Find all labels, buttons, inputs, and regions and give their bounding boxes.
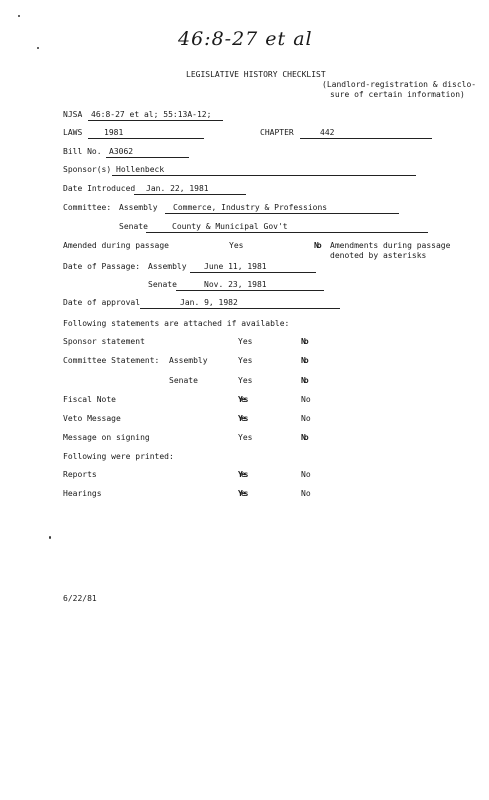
- bill-value: A3062: [106, 147, 189, 158]
- veto-message-label: Veto Message: [63, 414, 121, 423]
- njsa-label: NJSA: [63, 110, 83, 119]
- reports-yes-crossed: Yes: [238, 470, 247, 479]
- committee-statement-senate-no-crossed: No: [301, 376, 307, 385]
- fiscal-note-yes-crossed: Yes: [238, 395, 247, 404]
- hearings-yes-crossed: Yes: [238, 489, 247, 498]
- fiscal-note-label: Fiscal Note: [63, 395, 116, 404]
- committee-assembly-label: Assembly: [119, 203, 158, 212]
- passage-assembly-label: Assembly: [148, 262, 187, 271]
- subtitle-line-2: sure of certain information): [330, 90, 465, 99]
- chapter-value: 442: [300, 128, 432, 139]
- committee-statement-senate-label: Senate: [169, 376, 198, 385]
- amended-note-line-1: Amendments during passage: [330, 241, 451, 250]
- printed-heading: Following were printed:: [63, 452, 174, 461]
- date-of-approval-label: Date of approval: [63, 298, 141, 307]
- scan-speck: [37, 47, 39, 49]
- message-on-signing-label: Message on signing: [63, 433, 150, 442]
- sponsor-statement-yes: Yes: [238, 337, 253, 346]
- committee-label: Committee:: [63, 203, 112, 212]
- passage-senate-value: Nov. 23, 1981: [176, 280, 324, 291]
- reports-no: No: [301, 470, 311, 479]
- sponsor-value: Hollenbeck: [112, 165, 416, 176]
- njsa-value: 46:8-27 et al; 55:13A-12;: [88, 110, 223, 121]
- hearings-label: Hearings: [63, 489, 102, 498]
- message-on-signing-yes: Yes: [238, 433, 253, 442]
- fiscal-note-no: No: [301, 395, 311, 404]
- veto-message-no: No: [301, 414, 311, 423]
- reports-label: Reports: [63, 470, 97, 479]
- passage-senate-label: Senate: [148, 280, 177, 289]
- date-of-passage-label: Date of Passage:: [63, 262, 141, 271]
- sponsor-statement-no-crossed: No: [301, 337, 307, 346]
- scan-speck: [18, 15, 20, 17]
- committee-statement-assembly-no-crossed: No: [301, 356, 307, 365]
- laws-label: LAWS: [63, 128, 83, 137]
- subtitle-line-1: (Landlord-registration & disclo-: [322, 80, 477, 89]
- committee-statement-senate-yes: Yes: [238, 376, 253, 385]
- hearings-no: No: [301, 489, 311, 498]
- veto-message-yes-crossed: Yes: [238, 414, 247, 423]
- handwritten-citation: 46:8-27 et al: [178, 28, 313, 50]
- date-introduced-label: Date Introduced: [63, 184, 136, 193]
- amended-note-line-2: denoted by asterisks: [330, 251, 427, 260]
- page-title: LEGISLATIVE HISTORY CHECKLIST: [186, 70, 326, 79]
- scan-speck: [49, 536, 51, 539]
- sponsor-label: Sponsor(s): [63, 165, 112, 174]
- laws-value: 1981: [88, 128, 204, 139]
- committee-statement-assembly-yes: Yes: [238, 356, 253, 365]
- amended-label: Amended during passage: [63, 241, 169, 250]
- date-introduced-value: Jan. 22, 1981: [134, 184, 246, 195]
- attached-heading: Following statements are attached if available:: [63, 319, 290, 328]
- committee-senate-value: County & Municipal Gov't: [146, 222, 428, 233]
- committee-statement-assembly-label: Assembly: [169, 356, 208, 365]
- message-on-signing-no-crossed: No: [301, 433, 307, 442]
- passage-assembly-value: June 11, 1981: [190, 262, 316, 273]
- chapter-label: CHAPTER: [260, 128, 294, 137]
- sponsor-statement-label: Sponsor statement: [63, 337, 145, 346]
- committee-statement-label: Committee Statement:: [63, 356, 160, 365]
- amended-no-crossed: No: [314, 241, 320, 250]
- committee-senate-label: Senate: [119, 222, 148, 231]
- bill-label: Bill No.: [63, 147, 102, 156]
- footer-date: 6/22/81: [63, 594, 97, 603]
- date-of-approval-value: Jan. 9, 1982: [140, 298, 340, 309]
- amended-yes: Yes: [229, 241, 244, 250]
- committee-assembly-value: Commerce, Industry & Professions: [165, 203, 399, 214]
